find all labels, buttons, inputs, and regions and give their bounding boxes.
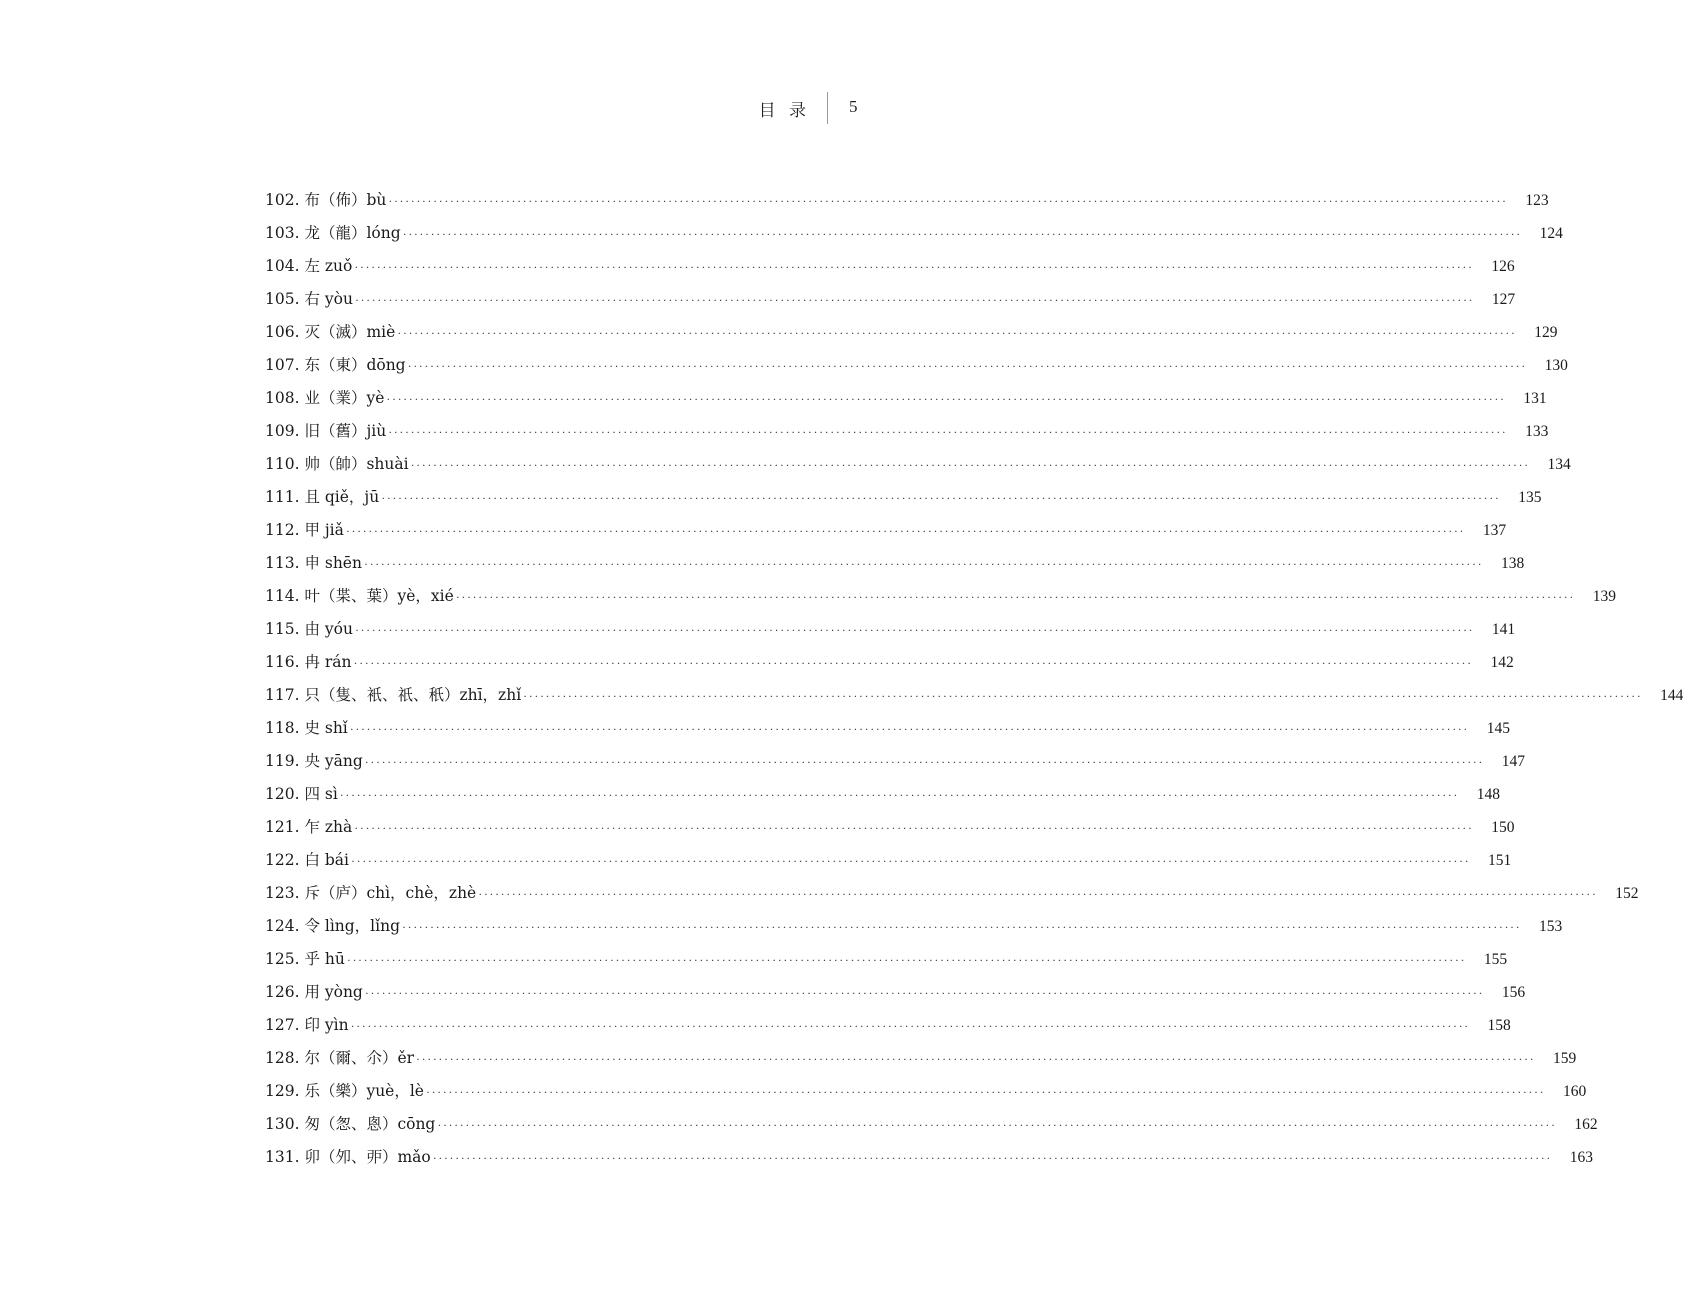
dot-leader: ········································································································································································································ [350, 1019, 1470, 1033]
toc-entry[interactable] [265, 286, 1516, 319]
toc-entry-page: 127 [1491, 291, 1516, 308]
toc-entry-label: 104. 左 zuǒ [265, 257, 353, 275]
toc-entry-label: 128. 尔（爾、尒）ěr [265, 1049, 415, 1067]
toc-entry-page: 145 [1486, 720, 1510, 737]
toc-entry[interactable] [265, 517, 1507, 550]
toc-entry[interactable] [265, 847, 1512, 880]
toc-entry[interactable] [265, 583, 1616, 616]
toc-entry-page: 148 [1476, 786, 1500, 803]
toc-entry-page: 126 [1491, 258, 1515, 275]
toc-entry-label: 111. 且 qiě，jū [265, 488, 380, 506]
toc-entry-label: 102. 布（佈）bù [265, 191, 387, 209]
dot-leader: ········································································································································································································ [339, 788, 1459, 802]
toc-entry-page: 137 [1482, 522, 1507, 539]
dot-leader: ········································································································································································································ [455, 590, 1575, 604]
toc-entry-label: 115. 由 yóu [265, 620, 353, 638]
toc-entry-label: 130. 匆（怱、悤）cōng [265, 1115, 436, 1133]
toc-entry-page: 163 [1569, 1149, 1593, 1166]
dot-leader: ········································································································································································································ [354, 293, 1475, 307]
header-divider [827, 92, 828, 124]
dot-leader: ········································································································································································································ [364, 755, 1484, 769]
toc-entry[interactable] [265, 220, 1563, 253]
running-header [0, 92, 960, 126]
dot-leader: ········································································································································································································ [388, 425, 1508, 439]
toc-entry-page: 130 [1544, 357, 1568, 374]
toc-entry-page: 151 [1487, 852, 1512, 869]
toc-entry-label: 120. 四 sì [265, 785, 338, 803]
toc-entry-page: 131 [1523, 390, 1547, 407]
dot-leader: ········································································································································································································ [351, 854, 1471, 868]
toc-entry-label: 129. 乐（樂）yuè，lè [265, 1082, 424, 1100]
toc-entry-label: 110. 帅（帥）shuài [265, 455, 409, 473]
toc-entry-page: 142 [1490, 654, 1514, 671]
toc-entry-page: 160 [1562, 1083, 1587, 1100]
toc-entry-page: 152 [1615, 885, 1639, 902]
toc-entry-page: 144 [1660, 687, 1683, 704]
dot-leader: ········································································································································································································ [354, 821, 1474, 835]
toc-entry-label: 105. 右 yòu [265, 290, 353, 308]
toc-entry-label: 108. 业（業）yè [265, 389, 385, 407]
toc-entry[interactable] [265, 913, 1563, 946]
dot-leader: ········································································································································································································ [425, 1085, 1546, 1099]
toc-entry-page: 138 [1500, 555, 1525, 572]
toc-entry[interactable] [265, 880, 1639, 913]
toc-entry-page: 123 [1525, 192, 1549, 209]
toc-entry-page: 156 [1501, 984, 1526, 1001]
toc-entry[interactable] [265, 187, 1549, 220]
toc-entry-label: 103. 龙（龍）lóng [265, 224, 401, 242]
toc-entry-label: 113. 申 shēn [265, 554, 362, 572]
toc-entry-label: 124. 令 lìng，lǐng [265, 917, 401, 935]
toc-entry[interactable] [265, 352, 1568, 385]
dot-leader: ········································································································································································································ [397, 326, 1517, 340]
toc-entry-page: 134 [1547, 456, 1571, 473]
toc-entry[interactable] [265, 715, 1510, 748]
toc-entry-page: 153 [1538, 918, 1563, 935]
dot-leader: ········································································································································································································ [386, 392, 1506, 406]
dot-leader: ········································································································································································································ [345, 524, 1466, 538]
toc-entry-label: 117. 只（隻、衹、祇、秖）zhī，zhǐ [265, 686, 522, 704]
toc-entry[interactable] [265, 682, 1683, 715]
toc-entry-page: 139 [1592, 588, 1616, 605]
toc-entry-page: 135 [1518, 489, 1542, 506]
dot-leader: ········································································································································································································ [407, 359, 1527, 373]
toc-entry[interactable] [265, 1144, 1593, 1177]
dot-leader: ········································································································································································································ [402, 227, 1522, 241]
toc-entry-page: 124 [1539, 225, 1563, 242]
toc-entry-label: 109. 旧（舊）jiù [265, 422, 387, 440]
toc-entry[interactable] [265, 979, 1526, 1012]
toc-entry[interactable] [265, 1078, 1587, 1111]
dot-leader: ········································································································································································································ [354, 260, 1474, 274]
toc-entry[interactable] [265, 1045, 1577, 1078]
toc-entry-page: 150 [1491, 819, 1515, 836]
toc-entry[interactable] [265, 418, 1549, 451]
toc-entry-page: 158 [1487, 1017, 1511, 1034]
toc-entry-label: 107. 东（東）dōng [265, 356, 406, 374]
dot-leader: ········································································································································································································ [363, 557, 1484, 571]
toc-entry[interactable] [265, 1111, 1598, 1144]
toc-entry[interactable] [265, 946, 1508, 979]
toc-entry-page: 159 [1553, 1050, 1577, 1067]
dot-leader: ········································································································································································································ [402, 920, 1522, 934]
toc-entry-label: 131. 卯（夘、戼）mǎo [265, 1148, 431, 1166]
toc-entry[interactable] [265, 385, 1547, 418]
dot-leader: ········································································································································································································ [349, 722, 1469, 736]
toc-entry-page: 162 [1574, 1116, 1598, 1133]
table-of-contents [265, 187, 1683, 1177]
dot-leader: ········································································································································································································ [410, 458, 1530, 472]
dot-leader: ········································································································································································································ [353, 656, 1473, 670]
toc-entry[interactable] [265, 1012, 1511, 1045]
dot-leader: ········································································································································································································ [354, 623, 1475, 637]
toc-entry-label: 116. 冉 rán [265, 653, 352, 671]
toc-entry-label: 118. 史 shǐ [265, 719, 348, 737]
toc-entry-label: 114. 叶（枼、葉）yè，xié [265, 587, 454, 605]
section-title: 目 录 [758, 101, 810, 121]
toc-entry-page: 155 [1483, 951, 1508, 968]
toc-entry-page: 141 [1491, 621, 1516, 638]
toc-entry-page: 147 [1501, 753, 1525, 770]
dot-leader: ········································································································································································································ [381, 491, 1501, 505]
toc-entry[interactable] [265, 781, 1500, 814]
toc-entry[interactable] [265, 319, 1558, 352]
toc-entry-page: 129 [1534, 324, 1558, 341]
toc-entry[interactable] [265, 550, 1525, 583]
dot-leader: ········································································································································································································ [478, 887, 1598, 901]
toc-entry-label: 122. 白 bái [265, 851, 349, 869]
toc-entry-label: 112. 甲 jiǎ [265, 521, 344, 539]
toc-entry-label: 119. 央 yāng [265, 752, 363, 770]
toc-entry[interactable] [265, 451, 1571, 484]
toc-entry[interactable] [265, 814, 1515, 847]
toc-entry[interactable] [265, 253, 1515, 286]
toc-entry-label: 126. 用 yòng [265, 983, 363, 1001]
dot-leader: ········································································································································································································ [523, 689, 1643, 703]
page-number: 5 [849, 97, 858, 116]
toc-entry[interactable] [265, 748, 1525, 781]
dot-leader: ········································································································································································································ [416, 1052, 1536, 1066]
dot-leader: ········································································································································································································ [346, 953, 1467, 967]
toc-entry[interactable] [265, 649, 1514, 682]
toc-entry-page: 133 [1525, 423, 1549, 440]
toc-entry-label: 123. 斥（庐）chì，chè，zhè [265, 884, 477, 902]
toc-entry[interactable] [265, 484, 1542, 517]
dot-leader: ········································································································································································································ [364, 986, 1485, 1000]
toc-entry-label: 125. 乎 hū [265, 950, 345, 968]
toc-entry-label: 121. 乍 zhà [265, 818, 353, 836]
dot-leader: ········································································································································································································ [432, 1151, 1552, 1165]
dot-leader: ········································································································································································································ [437, 1118, 1557, 1132]
toc-entry-label: 127. 印 yìn [265, 1016, 349, 1034]
toc-entry[interactable] [265, 616, 1516, 649]
toc-entry-label: 106. 灭（滅）miè [265, 323, 396, 341]
dot-leader: ········································································································································································································ [388, 194, 1508, 208]
